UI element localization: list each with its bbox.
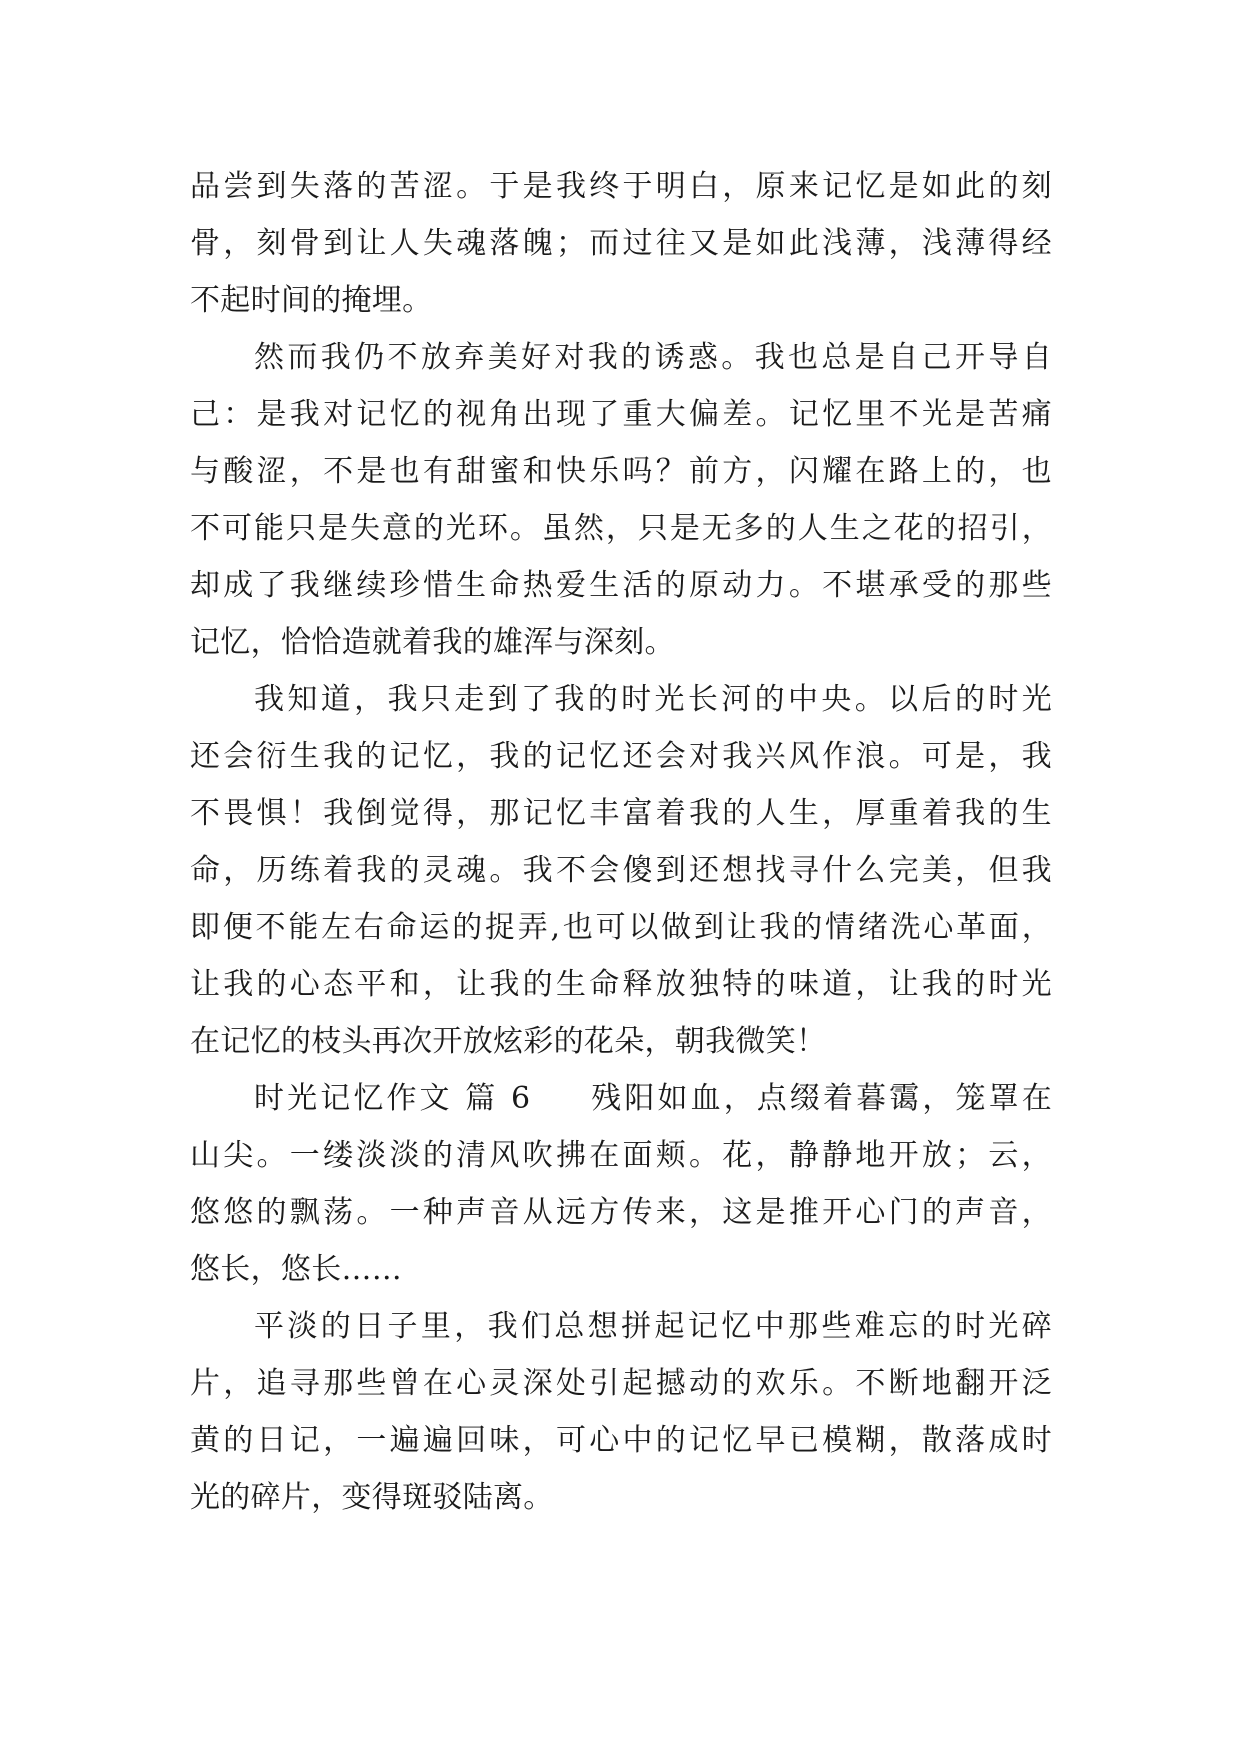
- text-line: 片，追寻那些曾在心灵深处引起撼动的欢乐。不断地翻开泛: [190, 1366, 1052, 1401]
- text-line: 不可能只是失意的光环。虽然，只是无多的人生之花的招引，: [190, 511, 1052, 546]
- text-line: 在记忆的枝头再次开放炫彩的花朵，朝我微笑！: [190, 1024, 827, 1059]
- text-line: 与酸涩，不是也有甜蜜和快乐吗？前方，闪耀在路上的，也: [190, 454, 1052, 489]
- text-line: 品尝到失落的苦涩。于是我终于明白，原来记忆是如此的刻: [190, 169, 1052, 204]
- section-opening-text: 残阳如血，点缀着暮霭，笼罩在: [588, 1081, 1052, 1116]
- text-line: 山尖。一缕淡淡的清风吹拂在面颊。花，静静地开放；云，: [190, 1138, 1052, 1173]
- essay-body: [190, 158, 1052, 1526]
- text-line: 悠长，悠长……: [190, 1252, 403, 1287]
- text-line: 悠悠的飘荡。一种声音从远方传来，这是推开心门的声音，: [190, 1195, 1052, 1230]
- section-heading-line: [190, 1070, 1052, 1127]
- paragraph-first-line: 然而我仍不放弃美好对我的诱惑。我也总是自己开导自: [254, 340, 1052, 375]
- paragraph-first-line: 平淡的日子里，我们总想拼起记忆中那些难忘的时光碎: [254, 1309, 1052, 1344]
- text-line: 还会衍生我的记忆，我的记忆还会对我兴风作浪。可是，我: [190, 739, 1052, 774]
- text-line: 命，历练着我的灵魂。我不会傻到还想找寻什么完美，但我: [190, 853, 1052, 888]
- paragraph-first-line: 我知道，我只走到了我的时光长河的中央。以后的时光: [254, 682, 1052, 717]
- text-line: 却成了我继续珍惜生命热爱生活的原动力。不堪承受的那些: [190, 568, 1052, 603]
- text-line: 不畏惧！我倒觉得，那记忆丰富着我的人生，厚重着我的生: [190, 796, 1052, 831]
- text-line: 让我的心态平和，让我的生命释放独特的味道，让我的时光: [190, 967, 1052, 1002]
- text-line: 即便不能左右命运的捉弄,也可以做到让我的情绪洗心革面，: [190, 910, 1052, 945]
- text-line: 记忆，恰恰造就着我的雄浑与深刻。: [190, 625, 675, 660]
- text-line: 骨，刻骨到让人失魂落魄；而过往又是如此浅薄，浅薄得经: [190, 226, 1052, 261]
- text-line: 黄的日记，一遍遍回味，可心中的记忆早已模糊，散落成时: [190, 1423, 1052, 1458]
- text-line: 光的碎片，变得斑驳陆离。: [190, 1480, 554, 1515]
- text-line: 己：是我对记忆的视角出现了重大偏差。记忆里不光是苦痛: [190, 397, 1052, 432]
- section-title: 时光记忆作文 篇 6: [254, 1081, 531, 1116]
- text-line: 不起时间的掩埋。: [190, 283, 433, 318]
